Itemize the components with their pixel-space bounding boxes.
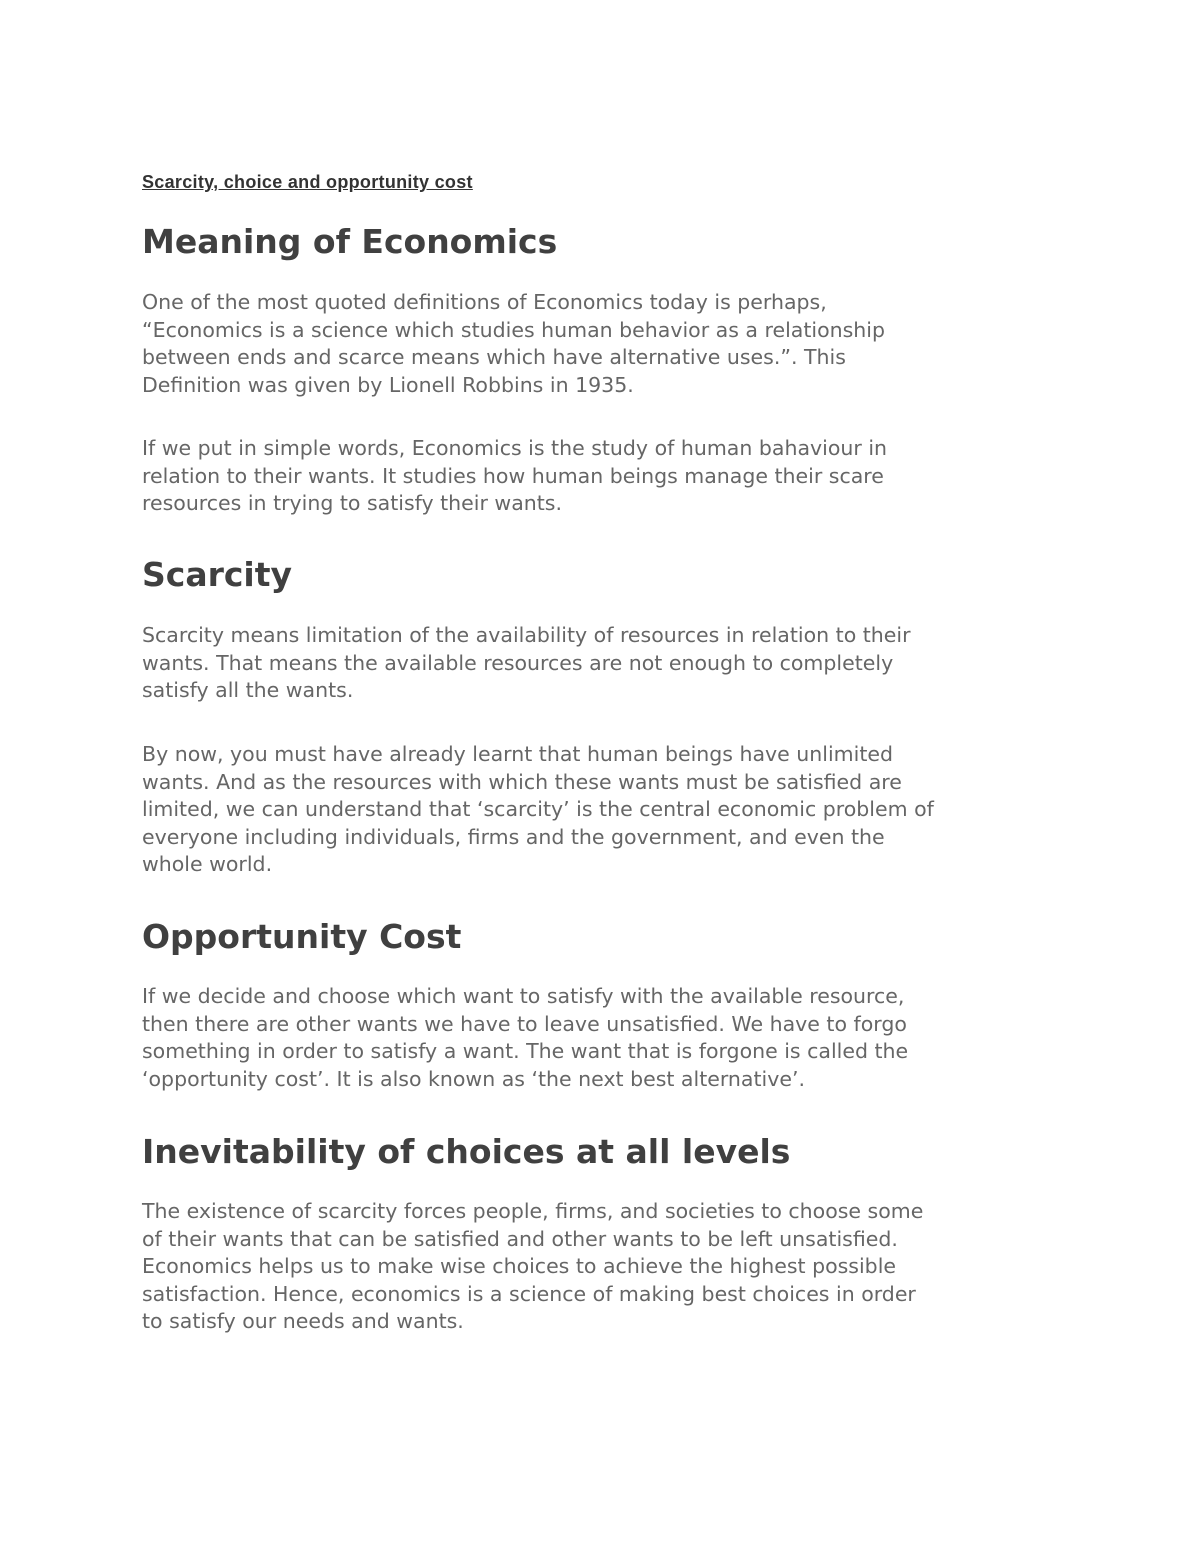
text-line: satisfaction. Hence, economics is a science of making best choices in order bbox=[142, 1281, 916, 1306]
paragraph bbox=[142, 289, 885, 399]
text-line: everyone including individuals, firms and the government, and even the bbox=[142, 824, 885, 849]
text-line: One of the most quoted definitions of Economics today is perhaps, bbox=[142, 290, 827, 314]
text-line: ‘opportunity cost’. It is also known as ‘the next best alternative’. bbox=[142, 1066, 805, 1091]
document-title: Scarcity, choice and opportunity cost bbox=[142, 172, 473, 192]
text-line: By now, you must have already learnt that human beings have unlimited bbox=[142, 742, 894, 766]
text-line: whole world. bbox=[142, 852, 273, 876]
text-line: satisfy all the wants. bbox=[142, 678, 354, 702]
text-line: then there are other wants we have to leave unsatisfied. We have to forgo bbox=[142, 1011, 907, 1036]
text-line: resources in trying to satisfy their wants. bbox=[142, 491, 562, 515]
heading-opportunity-cost: Opportunity Cost bbox=[142, 917, 462, 956]
text-line: relation to their wants. It studies how human beings manage their scare bbox=[142, 463, 884, 488]
text-line: between ends and scarce means which have alternative uses.”. This bbox=[142, 345, 846, 369]
text-line: “Economics is a science which studies human behavior as a relationship bbox=[142, 317, 885, 342]
heading-meaning-of-economics: Meaning of Economics bbox=[142, 222, 558, 261]
text-line: Scarcity means limitation of the availability of resources in relation to their bbox=[142, 623, 911, 647]
text-line: The existence of scarcity forces people, firms, and societies to choose some bbox=[142, 1199, 924, 1223]
text-line: If we put in simple words, Economics is the study of human bahaviour in bbox=[142, 436, 888, 460]
text-line: Definition was given by Lionell Robbins in 1935. bbox=[142, 372, 634, 397]
text-line: of their wants that can be satisfied and other wants to be left unsatisfied. bbox=[142, 1226, 898, 1251]
text-line: Economics helps us to make wise choices to achieve the highest possible bbox=[142, 1254, 897, 1278]
paragraph bbox=[142, 622, 911, 705]
paragraph bbox=[142, 983, 908, 1093]
heading-scarcity: Scarcity bbox=[142, 555, 293, 594]
text-line: If we decide and choose which want to satisfy with the available resource, bbox=[142, 984, 905, 1008]
paragraph bbox=[142, 1198, 923, 1336]
heading-inevitability-of-choices: Inevitability of choices at all levels bbox=[142, 1132, 791, 1171]
text-line: wants. And as the resources with which these wants must be satisfied are bbox=[142, 769, 902, 794]
paragraph bbox=[142, 435, 887, 518]
text-line: to satisfy our needs and wants. bbox=[142, 1309, 464, 1333]
text-line: limited, we can understand that ‘scarcity’ is the central economic problem of bbox=[142, 797, 934, 821]
text-line: something in order to satisfy a want. The want that is forgone is called the bbox=[142, 1039, 909, 1063]
paragraph bbox=[142, 741, 934, 879]
text-line: wants. That means the available resources are not enough to completely bbox=[142, 650, 894, 675]
